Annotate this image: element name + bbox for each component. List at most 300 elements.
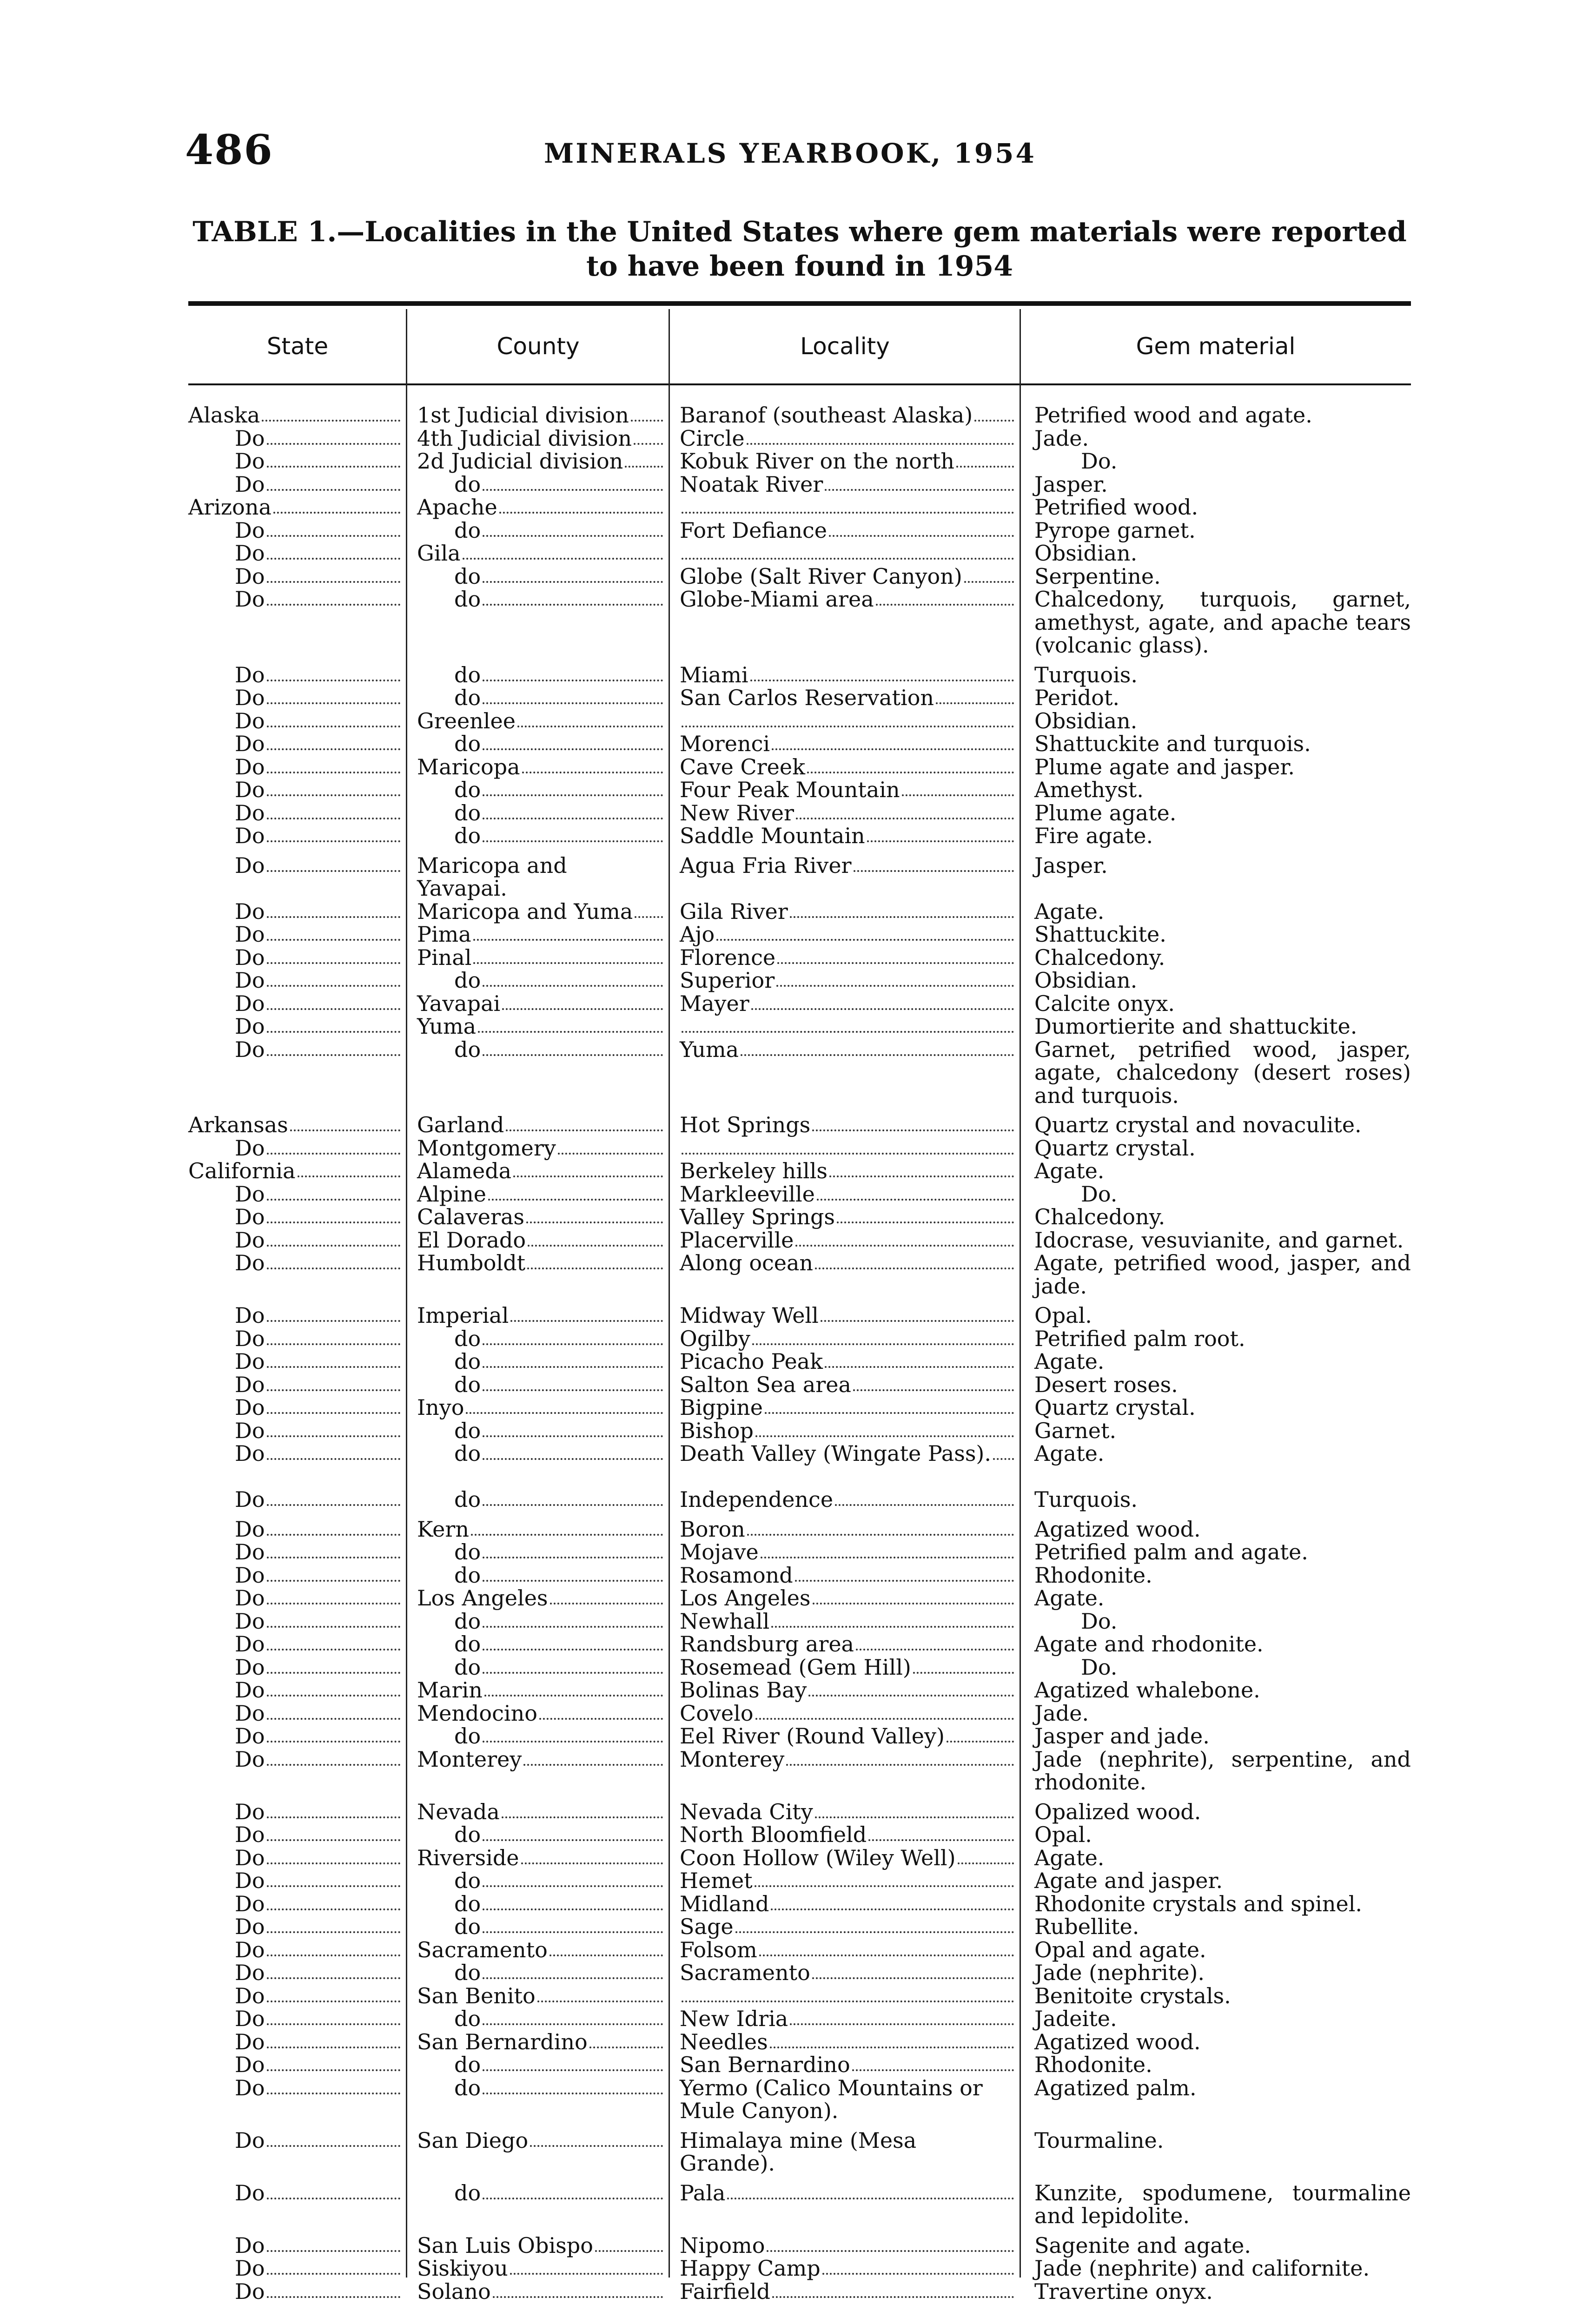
table-row bbox=[188, 779, 1411, 802]
leader-dots bbox=[267, 1488, 400, 1506]
cell-gem-material bbox=[1020, 2077, 1411, 2123]
cell-county-text: do bbox=[454, 1487, 481, 1512]
cell-locality-text: Markleeville bbox=[680, 1181, 815, 1207]
cell-gem-material-text: Shattuckite and turquois. bbox=[1034, 731, 1311, 756]
cell-gem-material-text: Agate. bbox=[1034, 898, 1105, 924]
table-row bbox=[188, 1250, 1418, 1299]
leader-dots bbox=[267, 825, 400, 842]
cell-gem-material-text: Jasper. bbox=[1034, 852, 1108, 878]
cell-gem-material bbox=[1020, 2257, 1411, 2280]
cell-state bbox=[188, 1702, 407, 1725]
cell-locality bbox=[669, 496, 1020, 519]
cell-locality bbox=[669, 1679, 1020, 1702]
table-row bbox=[188, 1396, 1411, 1419]
cell-locality-text: Agua Fria River bbox=[680, 852, 852, 878]
cell-state-text: Arizona bbox=[188, 495, 271, 520]
leader-dots bbox=[267, 565, 400, 583]
cell-state-text: Do bbox=[235, 1303, 265, 1328]
cell-gem-material bbox=[1020, 427, 1411, 450]
cell-gem-material bbox=[1020, 992, 1411, 1016]
leader-dots bbox=[267, 1893, 400, 1910]
cell-state bbox=[188, 2007, 407, 2031]
leader-dots bbox=[473, 946, 663, 964]
cell-gem-material bbox=[1020, 854, 1411, 900]
leader-dots bbox=[506, 1114, 663, 1131]
row-spacer bbox=[188, 1512, 1411, 1518]
table-row bbox=[188, 404, 1411, 427]
cell-gem-material bbox=[1020, 756, 1411, 779]
table-row bbox=[188, 565, 1411, 588]
leader-dots bbox=[537, 1985, 663, 2002]
cell-county-text: 4th Judicial division bbox=[417, 425, 632, 451]
row-spacer bbox=[188, 657, 1411, 664]
cell-state bbox=[188, 1206, 407, 1229]
leader-dots bbox=[682, 496, 1014, 514]
cell-locality bbox=[669, 450, 1020, 473]
cell-state bbox=[188, 1304, 407, 1327]
table-row bbox=[188, 587, 1418, 658]
cell-locality-text: Valley Springs bbox=[680, 1204, 835, 1229]
cell-state-text: California bbox=[188, 1158, 296, 1183]
cell-state-text: Do bbox=[235, 1204, 265, 1229]
cell-state-text: Do bbox=[235, 563, 265, 589]
leader-dots bbox=[807, 756, 1014, 773]
cell-state-text: Do bbox=[235, 1539, 265, 1565]
cell-locality-text: North Bloomfield bbox=[680, 1822, 867, 1847]
cell-state-text: Do bbox=[235, 922, 265, 947]
cell-county-text: Maricopa and Yavapai. bbox=[417, 852, 574, 901]
leader-dots bbox=[852, 2053, 1014, 2071]
column-header-state: State bbox=[266, 333, 329, 360]
cell-gem-material bbox=[1020, 1985, 1411, 2008]
leader-dots bbox=[483, 779, 663, 796]
cell-locality-text: Fairfield bbox=[680, 2278, 770, 2304]
cell-locality bbox=[669, 1327, 1020, 1351]
table-row bbox=[188, 2180, 1418, 2228]
leader-dots bbox=[290, 1114, 400, 1131]
column-header-county: County bbox=[497, 333, 580, 360]
cell-locality bbox=[669, 1373, 1020, 1397]
leader-dots bbox=[267, 710, 400, 727]
cell-state-text: Do bbox=[235, 1700, 265, 1726]
cell-county-text: do bbox=[454, 587, 481, 612]
cell-locality bbox=[669, 923, 1020, 946]
leader-dots bbox=[947, 1725, 1014, 1743]
cell-county-text: Maricopa and Yuma bbox=[417, 898, 633, 924]
leader-dots bbox=[913, 1656, 1014, 1674]
cell-gem-material-text: Travertine onyx. bbox=[1034, 2278, 1213, 2304]
cell-locality bbox=[669, 542, 1020, 565]
leader-dots bbox=[267, 1587, 400, 1604]
cell-state bbox=[188, 779, 407, 802]
cell-gem-material-text: Agate. bbox=[1034, 1441, 1105, 1466]
table-row bbox=[188, 1847, 1411, 1870]
cell-gem-material bbox=[1020, 2129, 1411, 2175]
cell-gem-material bbox=[1020, 1633, 1411, 1656]
leader-dots bbox=[267, 1801, 400, 1818]
cell-county-text: do bbox=[454, 2052, 481, 2077]
cell-county bbox=[407, 1587, 669, 1610]
cell-gem-material bbox=[1020, 1939, 1411, 1962]
cell-gem-material bbox=[1020, 733, 1411, 756]
leader-dots bbox=[483, 1564, 663, 1582]
leader-dots bbox=[267, 2007, 400, 2025]
cell-gem-material bbox=[1020, 946, 1411, 970]
table-row bbox=[188, 1373, 1411, 1397]
cell-state bbox=[188, 473, 407, 496]
leader-dots bbox=[558, 1137, 663, 1155]
leader-dots bbox=[813, 1587, 1014, 1604]
cell-gem-material bbox=[1020, 1137, 1411, 1160]
leader-dots bbox=[483, 969, 663, 987]
cell-locality-text: Saddle Mountain bbox=[680, 823, 865, 848]
cell-gem-material-text: Petrified wood and agate. bbox=[1034, 403, 1312, 428]
cell-locality bbox=[669, 1160, 1020, 1183]
leader-dots bbox=[267, 519, 400, 537]
leader-dots bbox=[539, 1702, 663, 1720]
cell-state-text: Do bbox=[235, 852, 265, 878]
cell-state-text: Do bbox=[235, 1822, 265, 1847]
table-row bbox=[188, 923, 1411, 946]
cell-gem-material-text: Calcite onyx. bbox=[1034, 990, 1175, 1016]
cell-county bbox=[407, 1893, 669, 1916]
cell-gem-material-text: Rhodonite crystals and spinel. bbox=[1034, 1891, 1363, 1916]
cell-gem-material-text: Turquois. bbox=[1034, 662, 1138, 687]
cell-gem-material bbox=[1020, 900, 1411, 924]
cell-county bbox=[407, 404, 669, 427]
leader-dots bbox=[267, 2182, 400, 2199]
leader-dots bbox=[267, 2031, 400, 2048]
cell-locality-text: Rosemead (Gem Hill) bbox=[680, 1654, 911, 1680]
cell-gem-material-text: Shattuckite. bbox=[1034, 922, 1166, 947]
cell-gem-material-text: Do. bbox=[1081, 1181, 1118, 1207]
leader-dots bbox=[267, 1350, 400, 1368]
cell-state bbox=[188, 900, 407, 924]
cell-gem-material bbox=[1020, 2234, 1411, 2258]
cell-county-text: do bbox=[454, 800, 481, 825]
leader-dots bbox=[483, 1442, 663, 1460]
leader-dots bbox=[267, 473, 400, 491]
table-row bbox=[188, 1961, 1411, 1985]
leader-dots bbox=[483, 1823, 663, 1841]
cell-state-text: Do bbox=[235, 471, 265, 497]
table-row bbox=[188, 1350, 1411, 1373]
leader-dots bbox=[755, 1702, 1014, 1720]
cell-gem-material bbox=[1020, 1160, 1411, 1183]
cell-county-text: Imperial bbox=[417, 1303, 509, 1328]
cell-county-text: do bbox=[454, 662, 481, 687]
cell-county bbox=[407, 427, 669, 450]
cell-state-text: Do bbox=[235, 1746, 265, 1772]
cell-locality-text: Superior bbox=[680, 968, 775, 993]
cell-locality-text: Berkeley hills bbox=[680, 1158, 828, 1183]
cell-locality bbox=[669, 1823, 1020, 1847]
cell-county bbox=[407, 854, 669, 900]
cell-gem-material bbox=[1020, 1206, 1411, 1229]
cell-state-text: Do bbox=[235, 1349, 265, 1374]
table-row bbox=[188, 1746, 1418, 1795]
cell-gem-material bbox=[1020, 1442, 1411, 1488]
cell-county-text: Siskiyou bbox=[417, 2256, 508, 2281]
cell-gem-material bbox=[1020, 1869, 1411, 1893]
table-row bbox=[188, 1541, 1411, 1564]
leader-dots bbox=[682, 1985, 1014, 2002]
cell-gem-material bbox=[1020, 2007, 1411, 2031]
leader-dots bbox=[790, 900, 1014, 918]
cell-locality-text: Morenci bbox=[680, 731, 770, 756]
cell-state bbox=[188, 1518, 407, 1541]
cell-county-text: do bbox=[454, 1349, 481, 1374]
cell-state-text: Do bbox=[235, 2075, 265, 2100]
cell-county bbox=[407, 1015, 669, 1038]
leader-dots bbox=[741, 1038, 1014, 1056]
cell-county-text: Marin bbox=[417, 1677, 483, 1703]
cell-gem-material-text: Jade (nephrite). bbox=[1034, 1960, 1205, 1985]
leader-dots bbox=[716, 923, 1014, 941]
leader-dots bbox=[483, 1327, 663, 1345]
cell-county bbox=[407, 1801, 669, 1824]
table-row bbox=[188, 1160, 1411, 1183]
leader-dots bbox=[821, 1304, 1014, 1322]
cell-county bbox=[407, 2007, 669, 2031]
cell-state-text: Do bbox=[235, 1891, 265, 1916]
cell-county-text: Mendocino bbox=[417, 1700, 537, 1726]
leader-dots bbox=[776, 969, 1014, 987]
cell-gem-material-text: Chalcedony, turquois, garnet, amethyst, agate, and apache tears (volcanic glass). bbox=[1034, 587, 1418, 658]
table-row bbox=[188, 756, 1411, 779]
cell-gem-material bbox=[1020, 687, 1411, 710]
leader-dots bbox=[267, 687, 400, 704]
leader-dots bbox=[267, 854, 400, 872]
cell-county bbox=[407, 1610, 669, 1633]
cell-locality-text: Miami bbox=[680, 662, 748, 687]
leader-dots bbox=[483, 1038, 663, 1056]
cell-locality-text: Globe-Miami area bbox=[680, 587, 874, 612]
leader-dots bbox=[499, 496, 663, 514]
cell-state-text: Do bbox=[235, 425, 265, 451]
cell-locality bbox=[669, 1304, 1020, 1327]
cell-county-text: do bbox=[454, 1372, 481, 1397]
leader-dots bbox=[751, 992, 1014, 1010]
cell-county bbox=[407, 1419, 669, 1443]
leader-dots bbox=[267, 1961, 400, 1979]
cell-gem-material-text: Do. bbox=[1081, 1608, 1118, 1634]
table-row bbox=[188, 1229, 1411, 1252]
table-row bbox=[188, 1823, 1411, 1847]
leader-dots bbox=[262, 404, 400, 422]
cell-county-text: do bbox=[454, 1562, 481, 1588]
cell-county bbox=[407, 733, 669, 756]
leader-dots bbox=[267, 1939, 400, 1956]
table-row bbox=[188, 1037, 1418, 1108]
leader-dots bbox=[483, 2182, 663, 2199]
cell-locality bbox=[669, 733, 1020, 756]
leader-dots bbox=[493, 2280, 663, 2298]
cell-state bbox=[188, 1823, 407, 1847]
cell-gem-material bbox=[1020, 1679, 1411, 1702]
leader-dots bbox=[267, 1823, 400, 1841]
cell-county bbox=[407, 900, 669, 924]
leader-dots bbox=[466, 1396, 663, 1414]
cell-county bbox=[407, 1442, 669, 1488]
cell-locality bbox=[669, 992, 1020, 1016]
cell-state-text: Do bbox=[235, 587, 265, 612]
cell-state-text: Do bbox=[235, 1516, 265, 1542]
cell-county-text: do bbox=[454, 1631, 481, 1657]
cell-gem-material-text: Chalcedony. bbox=[1034, 1204, 1165, 1229]
cell-county-text: do bbox=[454, 1441, 481, 1466]
cell-locality-text: Placerville bbox=[680, 1227, 794, 1253]
cell-gem-material bbox=[1020, 1541, 1411, 1564]
leader-dots bbox=[267, 2234, 400, 2252]
cell-locality bbox=[669, 2077, 1020, 2123]
table-row bbox=[188, 519, 1411, 542]
cell-county-text: Inyo bbox=[417, 1395, 464, 1420]
table-row bbox=[188, 1610, 1411, 1633]
cell-locality bbox=[669, 1587, 1020, 1610]
leader-dots bbox=[822, 2257, 1014, 2275]
cell-county bbox=[407, 1327, 669, 1351]
cell-locality bbox=[669, 1725, 1020, 1748]
cell-state bbox=[188, 992, 407, 1016]
leader-dots bbox=[835, 1488, 1014, 1506]
leader-dots bbox=[853, 1373, 1014, 1391]
cell-county bbox=[407, 992, 669, 1016]
leader-dots bbox=[273, 496, 400, 514]
cell-gem-material bbox=[1020, 1304, 1411, 1327]
cell-county-text: do bbox=[454, 777, 481, 802]
cell-state bbox=[188, 2257, 407, 2280]
cell-locality bbox=[669, 1206, 1020, 1229]
cell-state-text: Alaska bbox=[188, 403, 260, 428]
cell-state bbox=[188, 1633, 407, 1656]
cell-locality-text: Eel River (Round Valley) bbox=[680, 1723, 945, 1749]
leader-dots bbox=[267, 2257, 400, 2275]
cell-state-text: Do bbox=[235, 1181, 265, 1207]
cell-gem-material-text: Agate and jasper. bbox=[1034, 1868, 1223, 1893]
cell-state bbox=[188, 1373, 407, 1397]
leader-dots bbox=[483, 802, 663, 819]
cell-county bbox=[407, 756, 669, 779]
cell-locality-text: Sacramento bbox=[680, 1960, 810, 1985]
cell-locality bbox=[669, 1610, 1020, 1633]
leader-dots bbox=[528, 1229, 663, 1247]
leader-dots bbox=[936, 687, 1014, 704]
cell-gem-material bbox=[1020, 519, 1411, 542]
cell-locality-text: Fort Defiance bbox=[680, 517, 828, 543]
leader-dots bbox=[829, 1160, 1014, 1177]
cell-county bbox=[407, 1633, 669, 1656]
cell-locality bbox=[669, 802, 1020, 825]
leader-dots bbox=[483, 1869, 663, 1887]
cell-state-text: Do bbox=[235, 990, 265, 1016]
cell-locality-text: Folsom bbox=[680, 1937, 757, 1962]
cell-gem-material bbox=[1020, 802, 1411, 825]
cell-state-text: Do bbox=[235, 1960, 265, 1985]
leader-dots bbox=[267, 450, 400, 468]
leader-dots bbox=[550, 1587, 663, 1604]
cell-gem-material-text: Petrified palm and agate. bbox=[1034, 1539, 1308, 1565]
cell-gem-material-text: Obsidian. bbox=[1034, 708, 1138, 733]
leader-dots bbox=[796, 802, 1014, 819]
cell-state-text: Do bbox=[235, 1014, 265, 1039]
cell-county-text: do bbox=[454, 2075, 481, 2100]
cell-county-text: Yavapai bbox=[417, 990, 501, 1016]
leader-dots bbox=[682, 1137, 1014, 1155]
cell-gem-material-text: Agate. bbox=[1034, 1585, 1105, 1611]
leader-dots bbox=[483, 1373, 663, 1391]
leader-dots bbox=[750, 664, 1014, 681]
cell-gem-material-text: Agate and rhodonite. bbox=[1034, 1631, 1264, 1657]
cell-state bbox=[188, 923, 407, 946]
leader-dots bbox=[267, 1610, 400, 1628]
cell-gem-material bbox=[1020, 1373, 1411, 1397]
leader-dots bbox=[526, 1206, 663, 1223]
cell-state bbox=[188, 1015, 407, 1038]
cell-state bbox=[188, 1137, 407, 1160]
cell-county-text: Pima bbox=[417, 922, 471, 947]
cell-gem-material-text: Jade (nephrite) and californite. bbox=[1034, 2256, 1370, 2281]
leader-dots bbox=[521, 1847, 663, 1864]
table-row bbox=[188, 496, 1411, 519]
cell-county-text: do bbox=[454, 1914, 481, 1939]
table-row bbox=[188, 1442, 1411, 1488]
cell-county bbox=[407, 496, 669, 519]
cell-state bbox=[188, 1679, 407, 1702]
leader-dots bbox=[993, 1442, 1014, 1460]
cell-state bbox=[188, 2031, 407, 2054]
cell-locality bbox=[669, 1961, 1020, 1985]
cell-gem-material bbox=[1020, 1801, 1411, 1824]
cell-gem-material bbox=[1020, 1396, 1411, 1419]
cell-locality bbox=[669, 2031, 1020, 2054]
cell-locality-text: Sage bbox=[680, 1914, 734, 1939]
cell-county-text: do bbox=[454, 1868, 481, 1893]
gem-localities-table bbox=[188, 309, 1418, 2304]
leader-dots bbox=[483, 519, 663, 537]
cell-state bbox=[188, 1915, 407, 1939]
cell-state-text: Do bbox=[235, 1608, 265, 1634]
cell-state-text: Do bbox=[235, 1227, 265, 1253]
cell-locality bbox=[669, 854, 1020, 900]
leader-dots bbox=[483, 1633, 663, 1651]
cell-gem-material bbox=[1020, 779, 1411, 802]
leader-dots bbox=[483, 1488, 663, 1506]
cell-county-text: Garland bbox=[417, 1112, 504, 1137]
cell-state-text: Do bbox=[235, 1326, 265, 1351]
cell-gem-material bbox=[1020, 1725, 1411, 1748]
cell-gem-material bbox=[1020, 542, 1411, 565]
table-row bbox=[188, 2234, 1411, 2258]
cell-gem-material-text: Rhodonite. bbox=[1034, 2052, 1152, 2077]
cell-gem-material-text: Jade. bbox=[1034, 1700, 1089, 1726]
table-row bbox=[188, 1702, 1411, 1725]
cell-gem-material bbox=[1020, 1893, 1411, 1916]
leader-dots bbox=[267, 1725, 400, 1743]
cell-gem-material bbox=[1020, 1587, 1411, 1610]
cell-county bbox=[407, 1541, 669, 1564]
cell-county bbox=[407, 779, 669, 802]
table-row bbox=[188, 710, 1411, 733]
cell-locality bbox=[669, 1488, 1020, 1512]
cell-gem-material bbox=[1020, 710, 1411, 733]
cell-county bbox=[407, 2280, 669, 2304]
cell-gem-material-text: Agate. bbox=[1034, 1158, 1105, 1183]
leader-dots bbox=[267, 1137, 400, 1155]
cell-locality-text: New River bbox=[680, 800, 794, 825]
table-row bbox=[188, 1801, 1411, 1824]
cell-county-text: do bbox=[454, 563, 481, 589]
